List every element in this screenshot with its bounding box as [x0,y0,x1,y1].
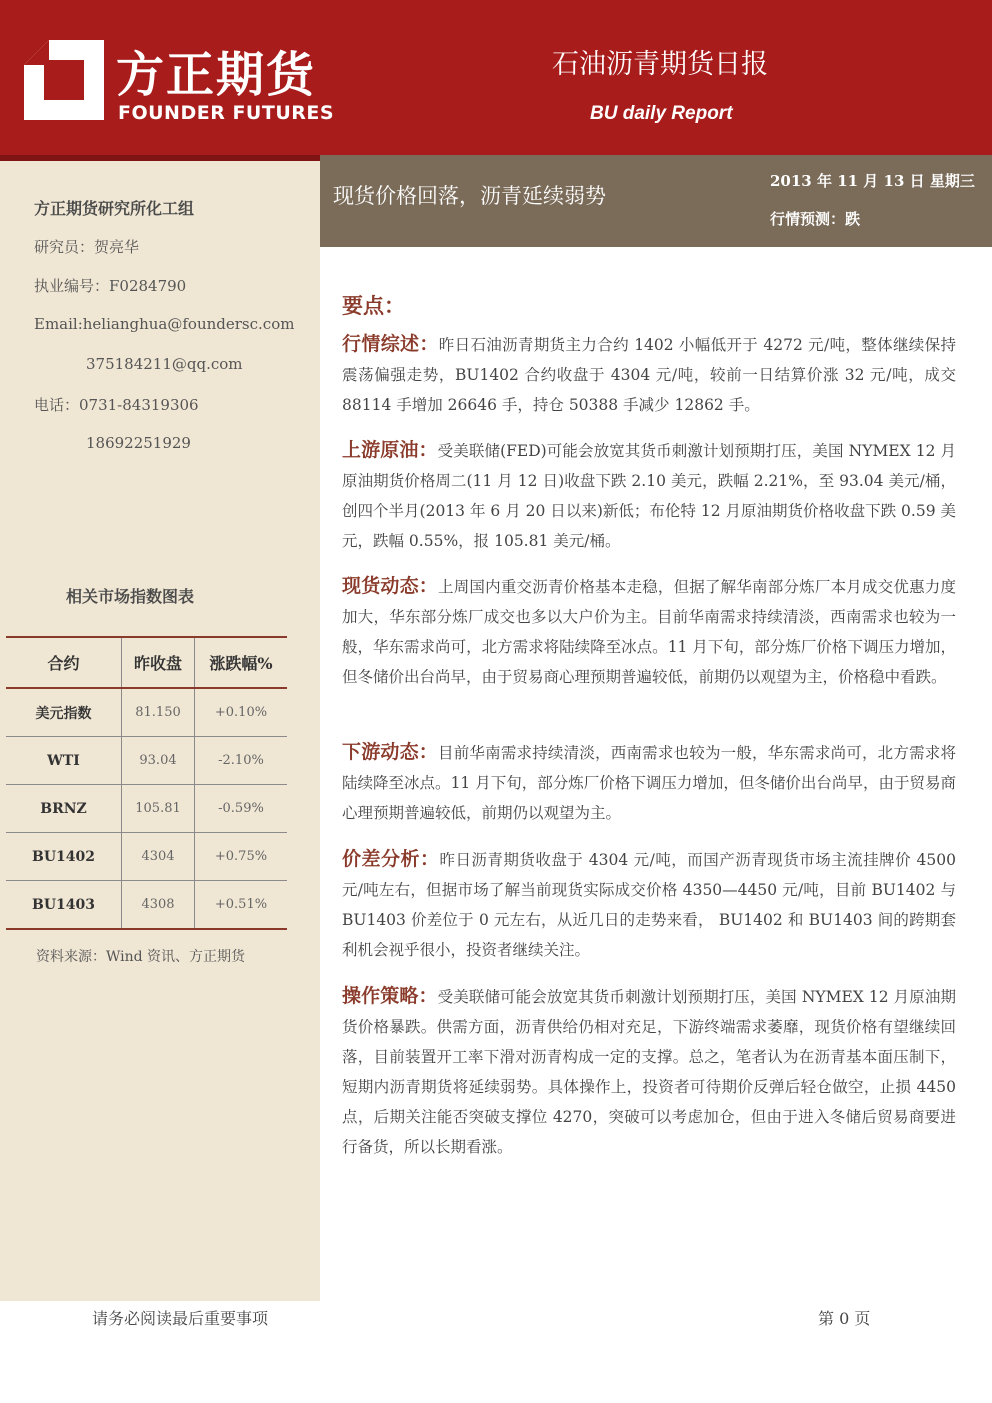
org-name: 方正期货研究所化工组 [34,199,195,218]
section-strategy [342,981,956,1162]
section-text: 目前华南需求持续清淡，西南需求也较为一般，华东需求尚可，北方需求将陆续降至冰点。11 月下旬，部分炼厂价格下调压力增加，但冬储价出台尚早，由于贸易商心理预期普遍较低，前期仍以观望为主。 [342,744,956,822]
report-header [0,0,992,161]
cell-close: 81.150 [122,688,195,737]
data-source: 资料来源：Wind 资讯、方正期货 [36,949,246,965]
section-crude-oil [342,435,956,556]
col-header-contract: 合约 [6,637,122,688]
cell-change: -0.59% [195,785,288,833]
license-number: 执业编号：F0284790 [34,277,187,295]
key-points-heading: 要点： [342,293,405,318]
section-market-summary [342,329,956,420]
report-title: 石油沥青期货日报 [552,49,768,80]
section-heading: 上游原油： [342,439,438,461]
section-spot [342,571,956,692]
cell-contract: BRNZ [6,785,122,833]
section-heading: 操作策略： [342,985,438,1007]
company-name-en: FOUNDER FUTURES [118,102,335,124]
section-heading: 行情综述： [342,333,439,355]
col-header-close: 昨收盘 [122,637,195,688]
page-number: 第 0 页 [818,1309,871,1328]
cell-contract: BU1402 [6,833,122,881]
table-row [6,737,287,785]
cell-contract: 美元指数 [6,688,122,737]
cell-change: +0.10% [195,688,288,737]
section-text: 受美联储(FED)可能会放宽其货币刺激计划预期打压，美国 NYMEX 12 月原油期货价格周二(11 月 12 日)收盘下跌 2.10 美元，跌幅 2.21%，至 93.04 美元/桶，创四个半月(2013 年 6 月 20 日以来)新低；布伦特 12 月原油期货价格收盘下跌 0.59 美元，跌幅 0.55%，报 105.81 美元/桶。 [342,442,956,550]
col-header-change: 涨跌幅% [195,637,288,688]
section-text: 昨日沥青期货收盘于 4304 元/吨，而国产沥青现货市场主流挂牌价 4500 元/吨左右，但据市场了解当前现货实际成交价格 4350—4450 元/吨，目前 BU1402 与 BU1403 价差位于 0 元左右，从近几日的走势来看， BU1402 和 BU1403 间的跨期套利机会视乎很小，投资者继续关注。 [342,851,956,959]
footer-notice: 请务必阅读最后重要事项 [92,1309,269,1328]
email-secondary: 375184211@qq.com [86,355,243,373]
report-subtitle: BU daily Report [590,103,733,124]
cell-close: 105.81 [122,785,195,833]
cell-contract: WTI [6,737,122,785]
phone-secondary: 18692251929 [86,434,191,452]
cell-close: 4308 [122,881,195,930]
table-row [6,881,287,930]
founder-logo-icon [24,40,104,120]
cell-contract: BU1403 [6,881,122,930]
section-spread [342,844,956,965]
section-text: 昨日石油沥青期货主力合约 1402 小幅低开于 4272 元/吨，整体继续保持震荡偏强走势，BU1402 合约收盘于 4304 元/吨，较前一日结算价涨 32 元/吨，成交 88114 手增加 26646 手，持仓 50388 手减少 12862 手。 [342,336,956,414]
section-text: 上周国内重交沥青价格基本走稳，但据了解华南部分炼厂本月成交优惠力度加大，华东部分炼厂成交也多以大户价为主。目前华南需求持续清淡，西南需求也较为一般，华东需求尚可，北方需求将陆续降至冰点。11 月下旬，部分炼厂价格下调压力增加，但冬储价出台尚早，由于贸易商心理预期普遍较低，前期仍以观望为主，价格稳中看跌。 [342,578,956,686]
market-forecast: 行情预测：跌 [770,210,861,228]
table-row [6,688,287,737]
market-table [6,636,287,930]
report-date: 2013 年 11 月 13 日 星期三 [770,172,975,190]
researcher: 研究员：贺亮华 [34,238,140,256]
cell-close: 93.04 [122,737,195,785]
cell-change: +0.51% [195,881,288,930]
table-row [6,785,287,833]
section-heading: 下游动态： [342,741,439,763]
section-text: 受美联储可能会放宽其货币刺激计划预期打压，美国 NYMEX 12 月原油期货价格暴跌。供需方面，沥青供给仍相对充足，下游终端需求萎靡，现货价格有望继续回落，目前装置开工率下滑对沥青构成一定的支撑。总之，笔者认为在沥青基本面压制下，短期内沥青期货将延续弱势。具体操作上，投资者可待期价反弹后轻仓做空，止损 4450 点，后期关注能否突破支撑位 4270，突破可以考虑加仓，但由于进入冬储后贸易商要进行备货，所以长期看涨。 [342,988,956,1156]
phone: 电话：0731-84319306 [34,396,199,414]
section-heading: 价差分析： [342,848,440,870]
table-row [6,833,287,881]
company-name-cn: 方正期货 [116,47,317,103]
headline: 现货价格回落，沥青延续弱势 [333,184,606,208]
cell-change: +0.75% [195,833,288,881]
cell-close: 4304 [122,833,195,881]
section-downstream [342,737,956,828]
cell-change: -2.10% [195,737,288,785]
email: Email:helianghua@foundersc.com [34,315,295,333]
market-table-title: 相关市场指数图表 [66,587,195,606]
section-heading: 现货动态： [342,575,439,597]
